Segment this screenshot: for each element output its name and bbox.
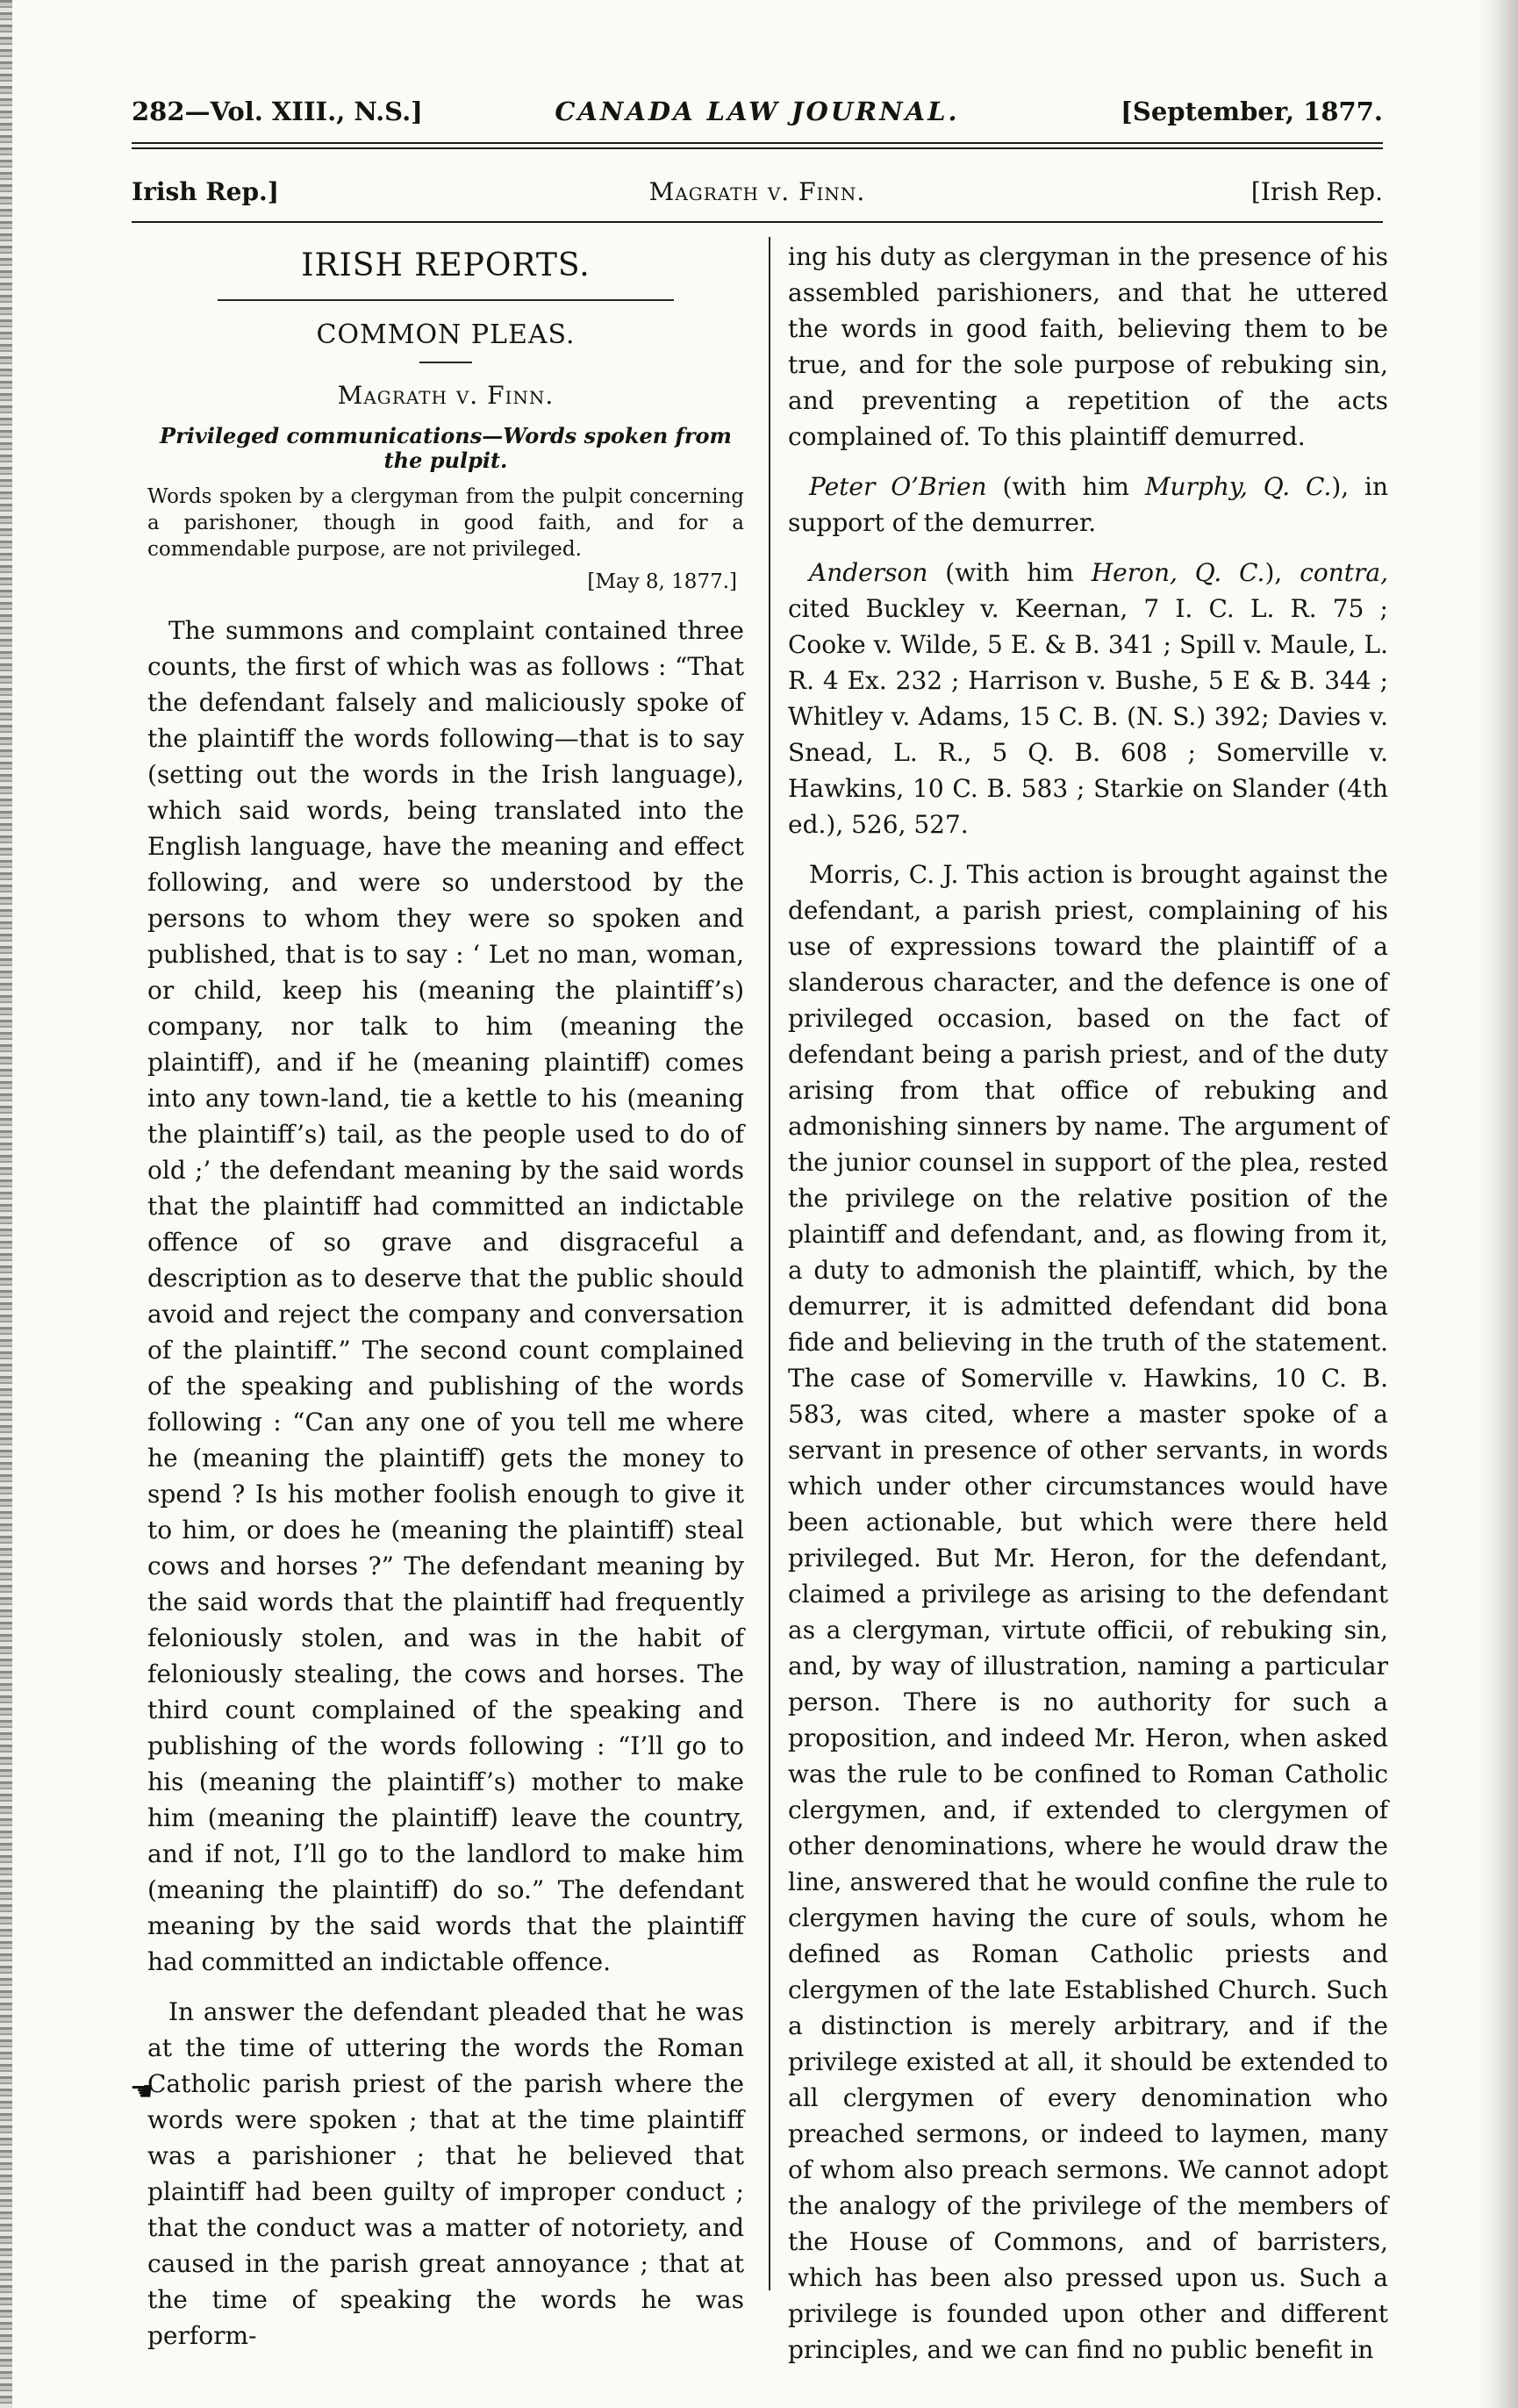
running-head-left: Irish Rep.] — [132, 177, 280, 206]
counsel-text-end: ), in support of the demurrer. — [788, 472, 1389, 537]
contra-label: contra, — [1300, 558, 1388, 587]
scan-edge-left — [0, 0, 12, 2408]
section-title: IRISH REPORTS. — [301, 247, 591, 283]
scan-edge-right — [1479, 0, 1518, 2408]
paragraph-counsel-demurrer — [788, 469, 1388, 541]
ink-blot-mark: ☚ — [130, 2076, 154, 2107]
left-column — [147, 239, 744, 2368]
issue-date: [September, 1877. — [1121, 97, 1383, 126]
case-name: Magrath v. Finn. — [337, 381, 555, 410]
cited-label: cited — [788, 594, 866, 623]
paragraph-counsel-contra — [788, 555, 1388, 842]
counsel-text-mid: ), — [1264, 558, 1300, 587]
headnote: Privileged communications—Words spoken from the pulpit. — [160, 423, 732, 473]
volume-number: 282—Vol. XIII., N.S.] — [132, 97, 423, 126]
header-rule-top — [132, 142, 1383, 144]
running-head-right: [Irish Rep. — [1250, 177, 1383, 206]
running-head — [132, 174, 1383, 211]
counsel-text: (with him — [927, 558, 1092, 587]
counsel-text: (with him — [986, 472, 1145, 501]
syllabus-text: Words spoken by a clergyman from the pulpit concerning a parishoner, though in good faith, and for a commendable purpose, are not privileged. — [147, 485, 744, 561]
paragraph-plea: In answer the defendant pleaded that he was at the time of uttering the words the Roman Catholic parish priest of the parish where the words were spoken ; that at the time plaintiff was a parishioner ; that he believed that plaintiff had been guilty of improper conduct ; that the conduct was a matter of notoriety, and caused in the parish great annoyance ; that at the time of speaking the words he was perform- — [147, 1997, 744, 2350]
running-head-rule — [132, 221, 1383, 223]
decision-date: [May 8, 1877.] — [587, 570, 737, 593]
header-rule-bottom — [132, 147, 1383, 149]
case-citations: Buckley v. Keernan, 7 I. C. L. R. 75 ; Cooke v. Wilde, 5 E. & B. 341 ; Spill v. Maule, L. R. 4 Ex. 232 ; Harrison v. Bushe, 5 E & B. 344 ; Whitley v. Adams, 15 C. B. (N. S.) 392; Davies v. Snead, L. R., 5 Q. B. 608 ; Somerville v. Hawkins, 10 C. B. 583 ; Starkie on Slander (4th ed.), 526, 527. — [788, 594, 1388, 839]
syllabus — [147, 484, 744, 563]
journal-title: CANADA LAW JOURNAL. — [555, 97, 960, 126]
right-column — [788, 239, 1388, 2382]
paragraph-opinion: Morris, C. J. This action is brought against the defendant, a parish priest, complaining of his use of expressions toward the plaintiff of a slanderous character, and the defence is one of privileged occasion, based on the fact of defendant being a parish priest, and of the duty arising from that office of rebuking and admonishing sinners by name. The argument of the junior counsel in support of the plea, rested the privilege on the relative position of the plaintiff and defendant, and, as flowing from it, a duty to admonish the plaintiff, which, by the demurrer, it is admitted defendant did bona fide and believing in the truth of the statement. The case of Somerville v. Hawkins, 10 C. B. 583, was cited, where a master spoke of a servant in presence of other servants, in words which under other circumstances would have been actionable, but which were there held privileged. But Mr. Heron, for the defendant, claimed a privilege as arising to the defendant as a clergyman, virtute officii, of rebuking sin, and, by way of illustration, naming a particular person. There is no authority for such a proposition, and indeed Mr. Heron, when asked was the rule to be confined to Roman Catholic clergymen, and, if extended to clergymen of other denominations, where he would draw the line, answered that he would confine the rule to clergymen having the cure of souls, whom he defined as Roman Catholic priests and clergymen of the late Established Church. Such a distinction is merely arbitrary, and if the privilege existed at all, it should be extended to all clergymen of every denomination who preached sermons, or indeed to laymen, many of whom also preach sermons. We cannot adopt the analogy of the privilege of the members of the House of Commons, and of barristers, which has been also pressed upon us. Such a privilege is founded upon other and different principles, and we can find no public benefit in — [788, 860, 1388, 2364]
page-header — [132, 93, 1383, 132]
column-divider — [769, 237, 770, 2290]
court-rule — [419, 362, 472, 363]
section-rule — [218, 299, 674, 301]
counsel-associate: Murphy, Q. C. — [1144, 472, 1332, 501]
counsel-associate: Heron, Q. C. — [1091, 558, 1265, 587]
running-head-case: Magrath v. Finn. — [648, 177, 866, 206]
counsel-name: Peter O’Brien — [809, 472, 987, 501]
counsel-name: Anderson — [809, 558, 928, 587]
paragraph-counts: The summons and complaint contained three counts, the first of which was as follows : “That the defendant falsely and maliciously spoke of the plaintiff the words following—that is to say (setting out the words in the Irish language), which said words, being translated into the English language, have the meaning and effect following, and were so understood by the persons to whom they were so spoken and published, that is to say : ‘ Let no man, woman, or child, keep his (meaning the plaintiff’s) company, nor talk to him (meaning the plaintiff), and if he (meaning plaintiff) comes into any town-land, tie a kettle to his (meaning the plaintiff’s) tail, as the people used to do of old ;’ the defendant meaning by the said words that the plaintiff had committed an indictable offence of so grave and disgraceful a description as to deserve that the public should avoid and reject the company and conversation of the plaintiff.” The second count complained of the speaking and publishing of the words following : “Can any one of you tell me where he (meaning the plaintiff) gets the money to spend ? Is his mother foolish enough to give it to him, or does he (meaning the plaintiff) steal cows and horses ?” The defendant meaning by the said words that the plaintiff had frequently feloniously stolen, and was in the habit of feloniously stealing, the cows and horses. The third count complained of the speaking and publishing of the words following : “I’ll go to his (meaning the plaintiff’s) mother to make him (meaning the plaintiff) leave the country, and if not, I’ll go to the landlord to make him (meaning the plaintiff) do so.” The defendant meaning by the said words that the plaintiff had committed an indictable offence. — [147, 616, 744, 1976]
paragraph-plea-continued: ing his duty as clergyman in the presence of his assembled parishioners, and that he uttered the words in good faith, believing them to be true, and for the sole purpose of rebuking sin, and preventing a repetition of the acts complained of. To this plaintiff demurred. — [788, 242, 1388, 451]
court-name: COMMON PLEAS. — [316, 319, 576, 350]
